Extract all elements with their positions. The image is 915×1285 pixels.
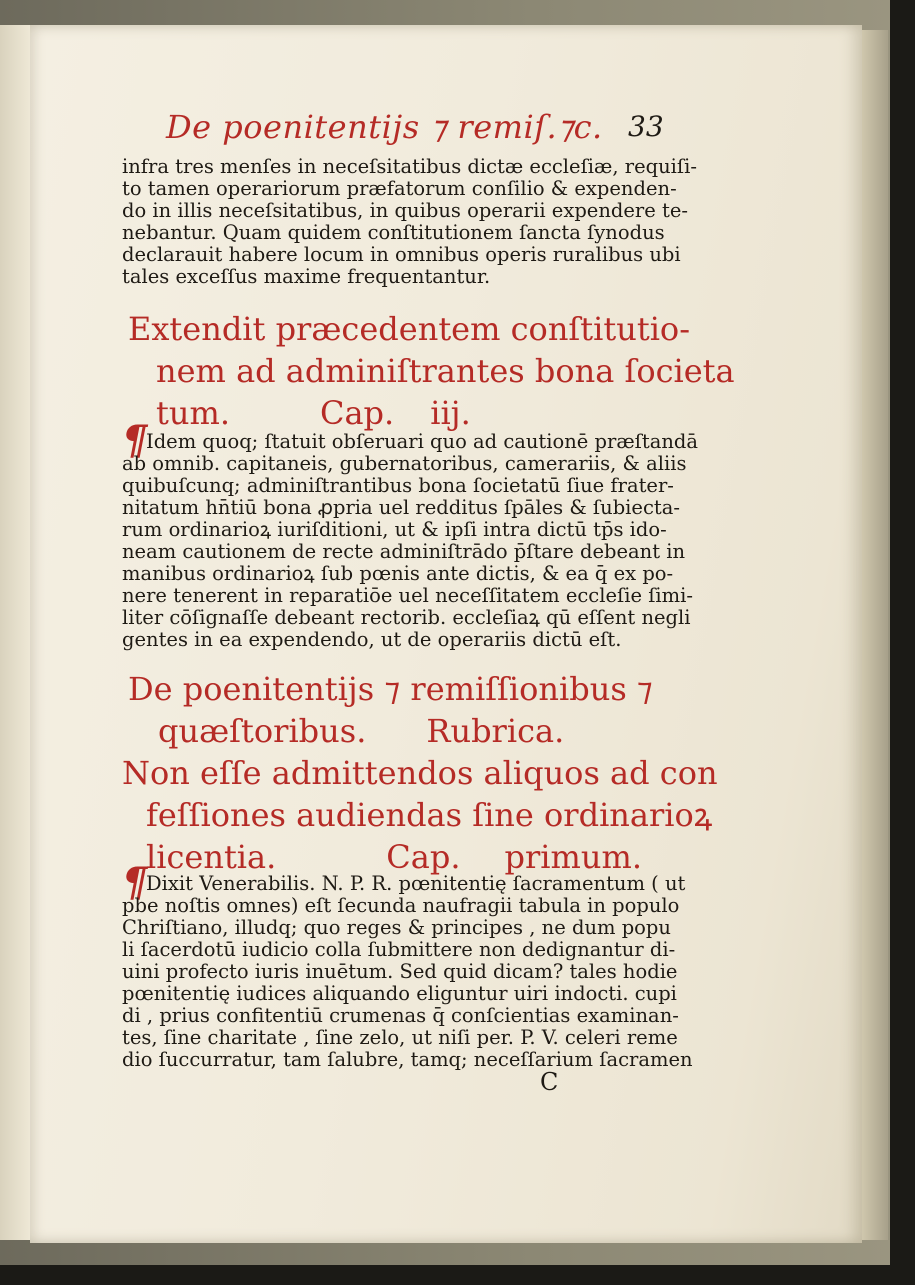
rubric-word: quæſtoribus. bbox=[158, 712, 367, 750]
rubric-line: Non eſſe admittendos aliquos ad con bbox=[122, 754, 718, 792]
paragraph-continuation bbox=[122, 156, 697, 288]
chapter-number: primum. bbox=[504, 838, 642, 876]
text-line: to tamen operariorum præfatorum conſilio & expenden- bbox=[122, 177, 677, 200]
right-page-edges bbox=[862, 30, 888, 1240]
rubric-line-last bbox=[128, 710, 653, 752]
text-line: pbe noſtis omnes) eſt ſecunda naufragii tabula in populo bbox=[122, 894, 680, 917]
chapter-label: Cap. bbox=[386, 838, 461, 876]
text-line: tales exceſſus maxime frequentantur. bbox=[122, 265, 491, 288]
chapter-label: Cap. bbox=[319, 394, 395, 432]
text-line: rum ordinarioꝝ iuriſditioni, ut & ipſi intra dictū tp̄s ido- bbox=[122, 518, 667, 541]
rubric-chapter-1 bbox=[122, 752, 718, 878]
text-line: uini profecto iuris inuētum. Sed quid dicam? tales hodie bbox=[122, 960, 678, 983]
paragraph-mark-icon: ¶ bbox=[122, 417, 148, 464]
rubric-line-last bbox=[128, 392, 735, 434]
text-line: infra tres menſes in neceſsitatibus dictæ eccleſiæ, requiſi- bbox=[122, 155, 697, 178]
rubric-line: nem ad adminiſtrantes bona ſocieta bbox=[156, 352, 735, 390]
text-line: declarauit habere locum in omnibus operis ruralibus ubi bbox=[122, 243, 681, 266]
text-line: di , prius confitentiū crumenas q̄ conſcientias examinan- bbox=[122, 1004, 679, 1027]
text-line: nebantur. Quam quidem conſtitutionem ſancta ſynodus bbox=[122, 221, 665, 244]
text-line: Dixit Venerabilis. N. P. R. pœnitentię ſacramentum ( ut bbox=[146, 872, 686, 895]
text-line: pœnitentię iudices aliquando eliguntur uiri indocti. cupi bbox=[122, 982, 677, 1005]
rubric-word: tum. bbox=[156, 394, 230, 432]
text-line: quibuſcunq; adminiſtrantibus bona ſocietatū ſiue frater- bbox=[122, 474, 674, 497]
page-number: 33 bbox=[628, 110, 664, 143]
paragraph-chapter-1 bbox=[122, 859, 693, 1071]
running-title: De poenitentijs ⁊ remiſ.⁊c. bbox=[166, 108, 603, 146]
rubric-chapter-3 bbox=[128, 308, 735, 434]
rubric-line: feſſiones audiendas ſine ordinarioꝝ bbox=[146, 796, 713, 834]
rubric-word: licentia. bbox=[146, 838, 277, 876]
text-line: nere tenerent in reparatiōe uel neceſſitatem eccleſie ſimi- bbox=[122, 584, 693, 607]
text-line: tes, ſine charitate , ſine zelo, ut niſi per. P. V. celeri reme bbox=[122, 1026, 678, 1049]
rubric-section-title bbox=[128, 668, 653, 752]
rubric-line: De poenitentijs ⁊ remiſſionibus ⁊ bbox=[128, 670, 653, 708]
paragraph-mark-icon: ¶ bbox=[122, 859, 148, 906]
text-line: Chriſtiano, illudq; quo reges & principes , ne dum popu bbox=[122, 916, 671, 939]
signature-mark: C bbox=[540, 1068, 559, 1096]
text-line: dio ſuccurratur, tam ſalubre, tamq; neceſſarium ſacramen bbox=[122, 1048, 693, 1071]
text-line: manibus ordinarioꝝ ſub pœnis ante dictis, & ea q̄ ex po- bbox=[122, 562, 674, 585]
text-line: nitatum hn̄tiū bona ꝓpria uel redditus ſpāles & ſubiecta- bbox=[122, 496, 680, 519]
text-line: ab omnib. capitaneis, gubernatoribus, camerariis, & aliis bbox=[122, 452, 687, 475]
rubrica-label: Rubrica. bbox=[426, 712, 565, 750]
text-line: liter cōſignaſſe debeant rectorib. eccleſiaꝝ qū eſſent negli bbox=[122, 606, 691, 629]
text-line: gentes in ea expendendo, ut de operariis dictū eſt. bbox=[122, 628, 622, 651]
text-line: do in illis neceſsitatibus, in quibus operarii expendere te- bbox=[122, 199, 688, 222]
chapter-number: iij. bbox=[430, 394, 471, 432]
rubric-line: Extendit præcedentem conſtitutio- bbox=[128, 310, 690, 348]
left-page-edge bbox=[0, 25, 31, 1240]
text-line: Idem quoq; ſtatuit obſeruari quo ad cautionē præſtandā bbox=[146, 430, 699, 453]
text-line: neam cautionem de recte adminiſtrādo p̄ſtare debeant in bbox=[122, 540, 686, 563]
text-line: li ſacerdotū iudicio colla ſubmittere non dedignantur di- bbox=[122, 938, 676, 961]
paragraph-chapter-3 bbox=[122, 417, 699, 651]
